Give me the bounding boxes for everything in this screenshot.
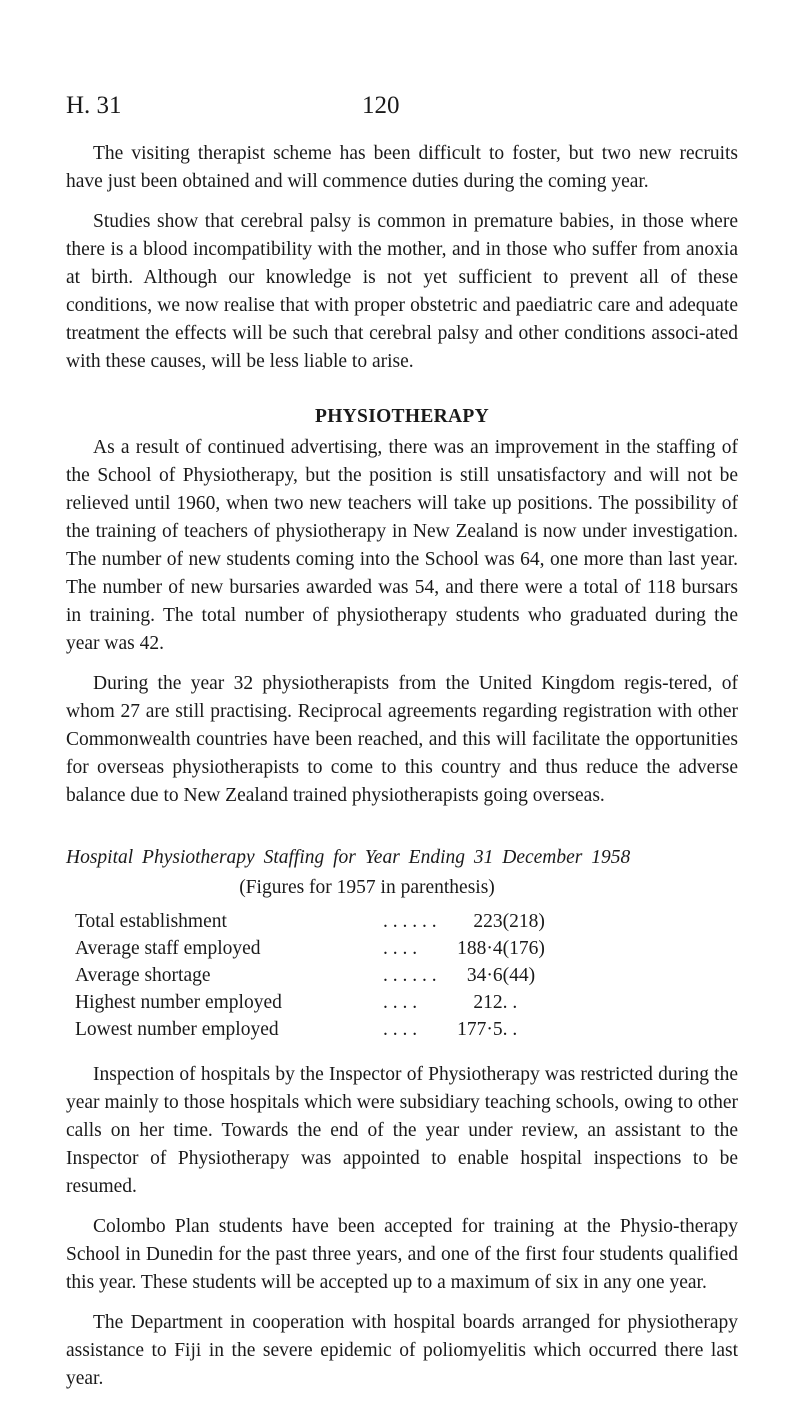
- row-previous-value: . .: [502, 992, 518, 1013]
- staffing-table: [75, 908, 563, 1043]
- paragraph-colombo-plan: Colombo Plan students have been accepted for training at the Physio-therapy School in Dunedin for the past three years, and one of the first four students qualified this year. These students will be accepted up to a maximum of six in any one year.: [66, 1216, 738, 1293]
- row-previous-value: (44): [502, 965, 536, 986]
- row-previous-value: (218): [502, 911, 545, 932]
- staffing-table-subtitle: (Figures for 1957 in parenthesis): [239, 877, 495, 898]
- row-leader-dots: . . . . . .: [383, 965, 437, 986]
- row-value: 223: [473, 911, 503, 932]
- table-row: [75, 962, 563, 989]
- row-leader-dots: . . . . . .: [383, 911, 437, 932]
- paragraph-cerebral-palsy: Studies show that cerebral palsy is common in premature babies, in those where there is a blood incompatibility with the mother, and in those who suffer from anoxia at birth. Although our knowledge is not yet sufficient to prevent all of these conditions, we now realise that with proper obstetric and paediatric care and adequate treatment the effects will be such that cerebral palsy and other conditions associ-ated with these causes, will be less liable to arise.: [66, 211, 738, 372]
- paragraph-inspection: Inspection of hospitals by the Inspector of Physiotherapy was restricted during the year mainly to those hospitals which were subsidiary teaching schools, owing to other calls on her time. Towards the end of the year under review, an assistant to the Inspector of Physiotherapy was appointed to enable hospital inspections to be resumed.: [66, 1064, 738, 1197]
- row-leader-dots: . . . .: [383, 992, 418, 1013]
- page-number: 120: [362, 92, 400, 119]
- row-label: Average shortage: [75, 965, 211, 986]
- row-value: 34·6: [466, 965, 503, 986]
- row-value: 188·4: [457, 938, 503, 959]
- row-label: Total establishment: [75, 911, 227, 932]
- paragraph-uk-registrations: During the year 32 physiotherapists from the United Kingdom regis-tered, of whom 27 are still practising. Reciprocal agreements regarding registration with other Commonwealth countries have been reached, and this will facilitate the opportunities for overseas physiotherapists to come to this country and thus reduce the adverse balance due to New Zealand trained physiotherapists going overseas.: [66, 673, 738, 806]
- row-previous-value: (176): [502, 938, 545, 959]
- document-code: H. 31: [66, 92, 122, 119]
- table-row: [75, 908, 563, 935]
- row-label: Average staff employed: [75, 938, 261, 959]
- row-label: Lowest number employed: [75, 1019, 279, 1040]
- table-row: [75, 989, 563, 1016]
- row-value: 177·5: [457, 1019, 503, 1040]
- section-heading-physiotherapy: PHYSIOTHERAPY: [314, 406, 489, 427]
- table-row: [75, 1016, 563, 1043]
- row-label: Highest number employed: [75, 992, 282, 1013]
- paragraph-visiting-therapist: The visiting therapist scheme has been difficult to foster, but two new recruits have just been obtained and will commence duties during the coming year.: [66, 143, 738, 192]
- row-leader-dots: . . . .: [383, 938, 418, 959]
- paragraph-staffing-school: As a result of continued advertising, there was an improvement in the staffing of the School of Physiotherapy, but the position is still unsatisfactory and will not be relieved until 1960, when two new teachers will take up positions. The possibility of the training of teachers of physiotherapy in New Zealand is now under investigation. The number of new students coming into the School was 64, one more than last year. The number of new bursaries awarded was 54, and there were a total of 118 bursars in training. The total number of physiotherapy students who graduated during the year was 42.: [66, 437, 738, 654]
- document-body: [66, 140, 738, 1405]
- row-leader-dots: . . . .: [383, 1019, 418, 1040]
- row-previous-value: . .: [502, 1019, 518, 1040]
- staffing-table-title: Hospital Physiotherapy Staffing for Year Ending 31 December 1958: [66, 847, 631, 868]
- row-value: 212: [473, 992, 503, 1013]
- table-row: [75, 935, 563, 962]
- page-header: [66, 92, 746, 128]
- paragraph-fiji-assistance: The Department in cooperation with hospital boards arranged for physiotherapy assistance to Fiji in the severe epidemic of poliomyelitis which occurred there last year.: [66, 1312, 738, 1389]
